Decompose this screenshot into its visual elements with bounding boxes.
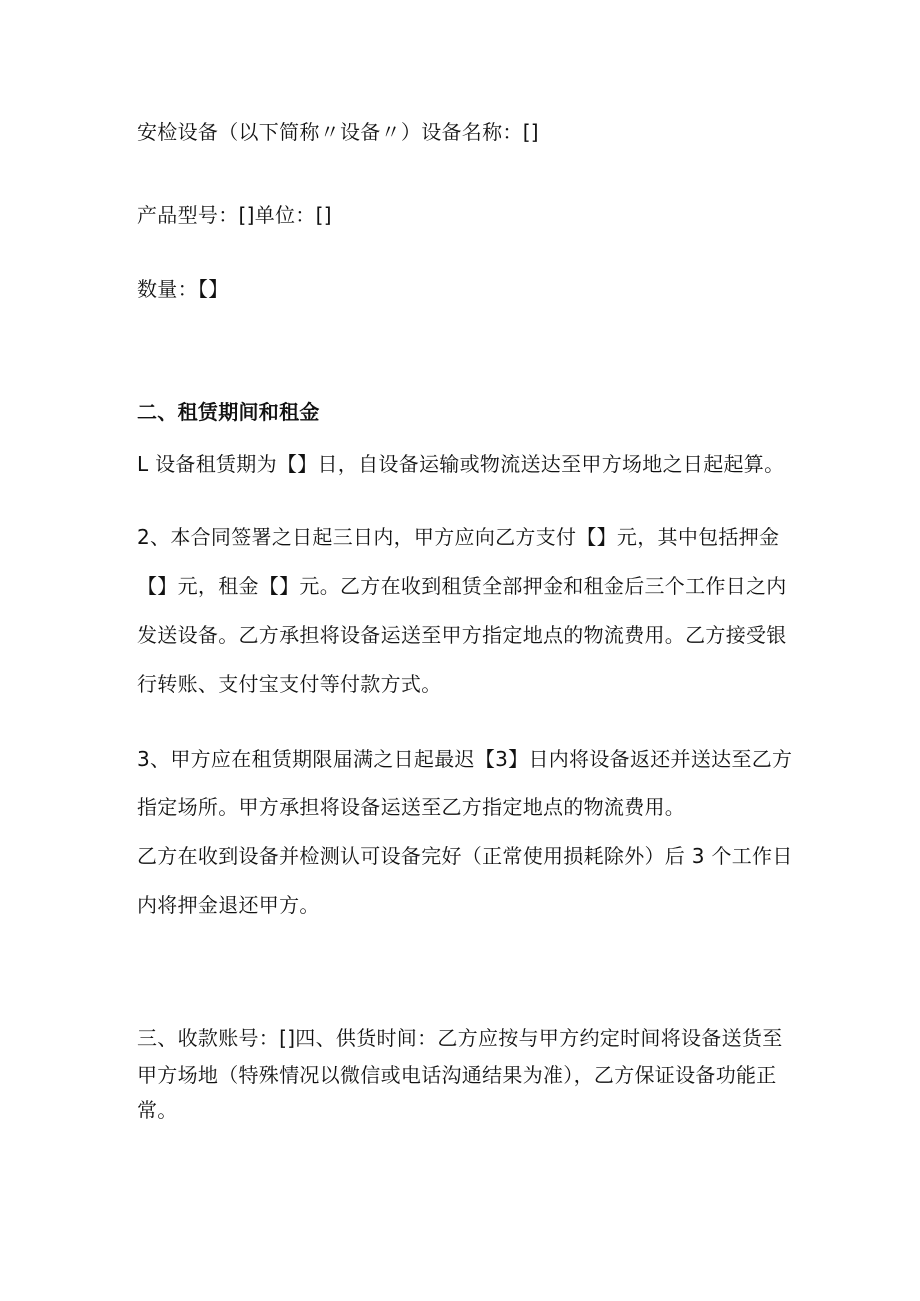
payment-clause-line-3: 发送设备。乙方承担将设备运送至甲方指定地点的物流费用。乙方接受银 bbox=[137, 623, 787, 647]
return-clause-line-1: 3、甲方应在租赁期限届满之日起最迟【3】日内将设备返还并送达至乙方 bbox=[137, 747, 793, 771]
product-model-unit-line: 产品型号：[]单位：[] bbox=[137, 203, 332, 227]
deposit-refund-line-1: 乙方在收到设备并检测认可设备完好（正常使用损耗除外）后 3 个工作日 bbox=[137, 844, 793, 868]
payment-clause-line-2: 【】元，租金【】元。乙方在收到租赁全部押金和租金后三个工作日之内 bbox=[137, 574, 787, 598]
section-3-4-line-3: 常。 bbox=[137, 1098, 178, 1122]
section-3-4-line-2: 甲方场地（特殊情况以微信或电话沟通结果为准），乙方保证设备功能正 bbox=[137, 1063, 777, 1087]
payment-clause-line-4: 行转账、支付宝支付等付款方式。 bbox=[137, 672, 442, 696]
lease-term-clause: L 设备租赁期为【】日，自设备运输或物流送达至甲方场地之日起起算。 bbox=[137, 452, 785, 476]
return-clause-line-2: 指定场所。甲方承担将设备运送至乙方指定地点的物流费用。 bbox=[137, 795, 686, 819]
quantity-line: 数量：【】 bbox=[137, 277, 229, 301]
equipment-name-line: 安检设备（以下简称〃设备〃）设备名称：[] bbox=[137, 120, 539, 144]
deposit-refund-line-2: 内将押金退还甲方。 bbox=[137, 893, 320, 917]
section-2-heading: 二、租赁期间和租金 bbox=[137, 400, 320, 424]
payment-clause-line-1: 2、本合同签署之日起三日内，甲方应向乙方支付【】元，其中包括押金 bbox=[137, 525, 780, 549]
section-3-4-line-1: 三、收款账号：[]四、供货时间：乙方应按与甲方约定时间将设备送货至 bbox=[137, 1026, 783, 1050]
